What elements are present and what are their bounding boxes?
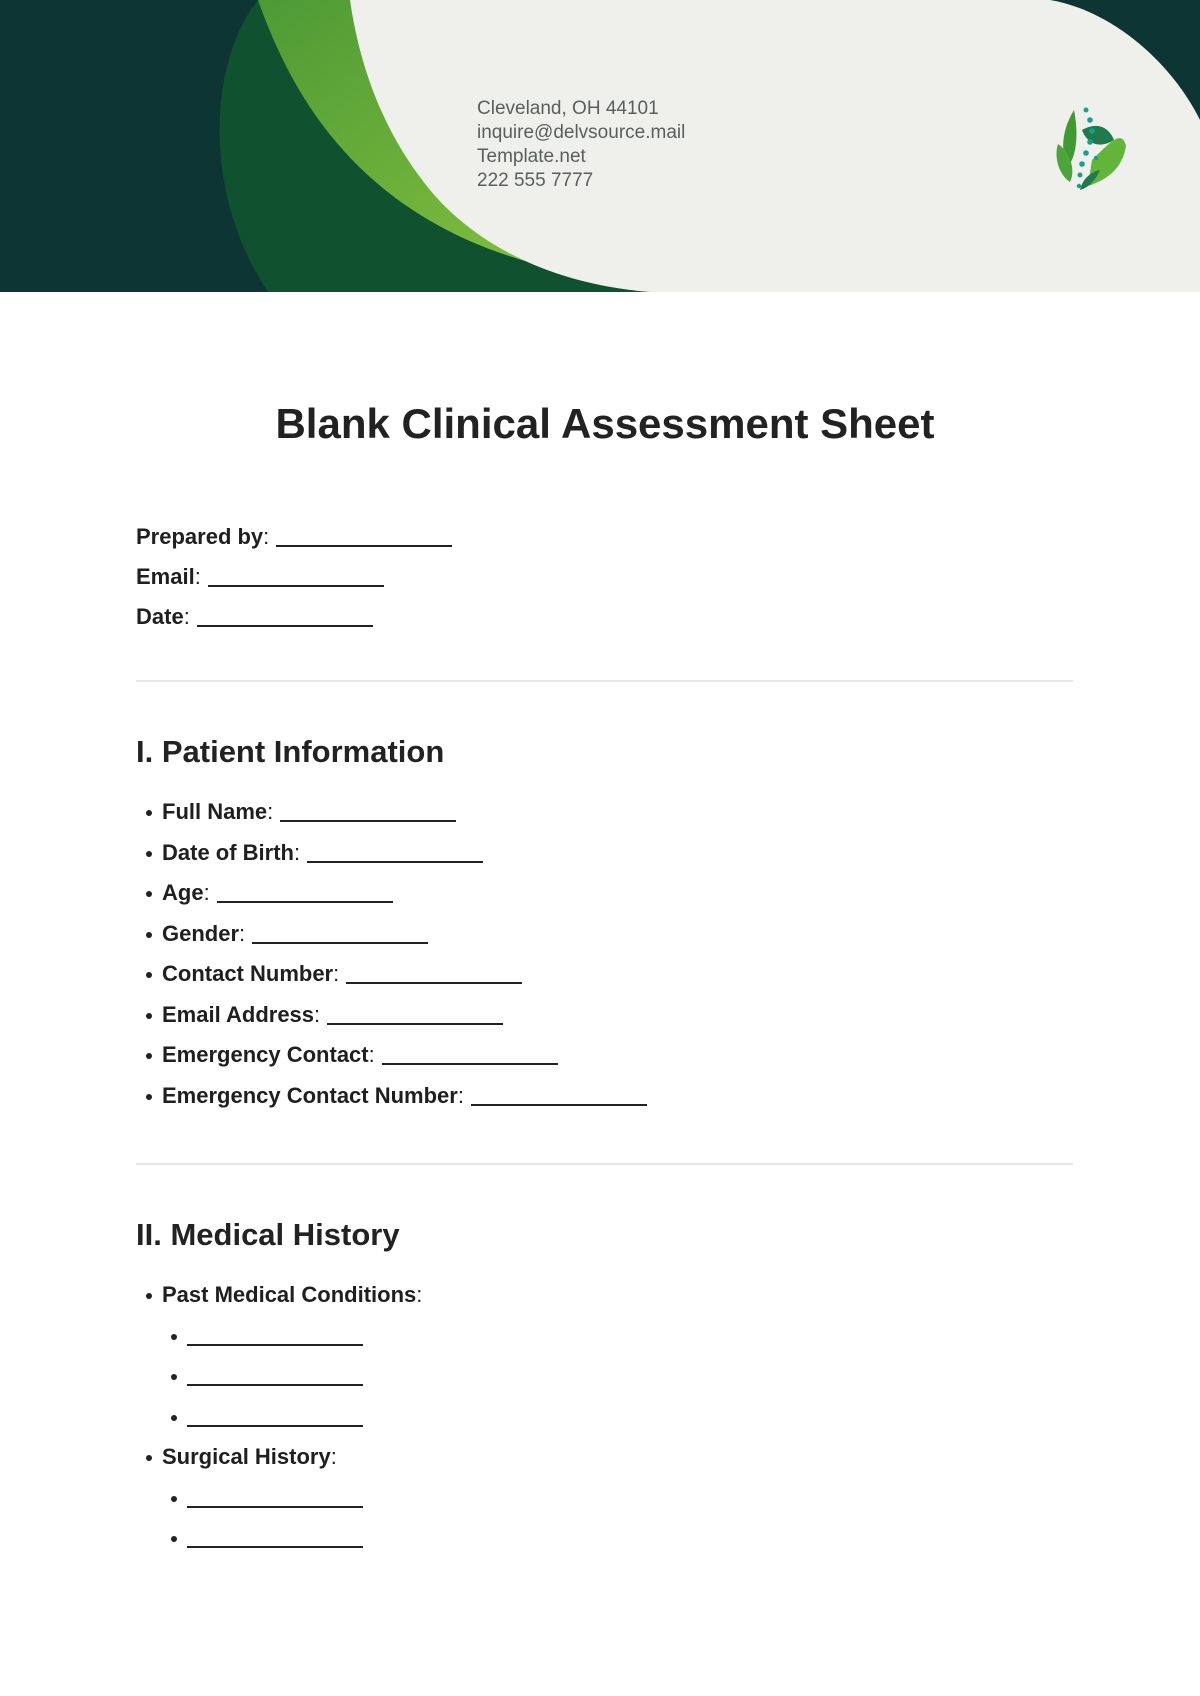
past-condition-blank[interactable]	[187, 1384, 363, 1386]
email-label: Email	[136, 564, 195, 589]
list-item: Contact Number :	[136, 954, 647, 995]
contact-address: Cleveland, OH 44101	[477, 98, 659, 119]
bullet-icon	[171, 1536, 177, 1542]
medical-history-list	[136, 1275, 422, 1559]
bullet-icon	[171, 1415, 177, 1421]
list-item: Email Address :	[136, 995, 647, 1036]
prepared-by-field: Prepared by :	[136, 517, 452, 557]
prepared-by-label: Prepared by	[136, 524, 264, 549]
contact-website[interactable]: Template.net	[477, 146, 586, 167]
date-label: Date	[136, 604, 184, 629]
list-item: Full Name :	[136, 792, 647, 833]
past-condition-blank[interactable]	[187, 1425, 363, 1427]
bullet-icon	[146, 851, 152, 857]
surgical-history-blank[interactable]	[187, 1546, 363, 1548]
bullet-icon	[146, 891, 152, 897]
patient-information-list	[136, 792, 647, 1116]
list-item: Emergency Contact Number :	[136, 1076, 647, 1117]
section-heading-medical-history: II. Medical History	[136, 1217, 400, 1252]
email-address-blank[interactable]	[327, 1023, 503, 1025]
date-field: Date :	[136, 597, 452, 637]
bullet-icon	[146, 972, 152, 978]
document-title: Blank Clinical Assessment Sheet	[275, 400, 935, 447]
bullet-icon	[146, 1053, 152, 1059]
contact-block	[477, 97, 685, 193]
list-item	[136, 1518, 422, 1559]
list-item	[136, 1478, 422, 1519]
bullet-icon	[146, 1293, 152, 1299]
contact-email[interactable]: inquire@delvsource.mail	[477, 122, 686, 143]
contact-number-blank[interactable]	[346, 982, 522, 984]
spine-leaf-icon	[1052, 100, 1128, 196]
list-item: Surgical History :	[136, 1437, 422, 1478]
emergency-contact-blank[interactable]	[382, 1063, 558, 1065]
list-item: Age :	[136, 873, 647, 914]
bullet-icon	[146, 810, 152, 816]
bullet-icon	[146, 932, 152, 938]
list-item: Past Medical Conditions :	[136, 1275, 422, 1316]
list-item	[136, 1397, 422, 1438]
date-of-birth-blank[interactable]	[307, 861, 483, 863]
bullet-icon	[171, 1496, 177, 1502]
bullet-icon	[146, 1455, 152, 1461]
bullet-icon	[146, 1094, 152, 1100]
bullet-icon	[171, 1374, 177, 1380]
list-item	[136, 1316, 422, 1357]
email-blank[interactable]	[208, 585, 384, 587]
surgical-history-blank[interactable]	[187, 1506, 363, 1508]
age-blank[interactable]	[217, 901, 393, 903]
section-heading-patient-information: I. Patient Information	[136, 734, 445, 769]
bullet-icon	[146, 1013, 152, 1019]
list-item	[136, 1356, 422, 1397]
header-banner	[0, 0, 1200, 292]
contact-phone: 222 555 7777	[477, 170, 594, 191]
prepared-by-blank[interactable]	[276, 545, 452, 547]
bullet-icon	[171, 1334, 177, 1340]
full-name-blank[interactable]	[280, 820, 456, 822]
gender-blank[interactable]	[252, 942, 428, 944]
list-item: Gender :	[136, 914, 647, 955]
divider	[136, 680, 1073, 682]
emergency-contact-number-blank[interactable]	[471, 1104, 647, 1106]
divider	[136, 1163, 1073, 1165]
email-field: Email :	[136, 557, 452, 597]
date-blank[interactable]	[197, 625, 373, 627]
list-item: Date of Birth :	[136, 833, 647, 874]
list-item: Emergency Contact :	[136, 1035, 647, 1076]
meta-fields	[136, 517, 452, 637]
past-condition-blank[interactable]	[187, 1344, 363, 1346]
